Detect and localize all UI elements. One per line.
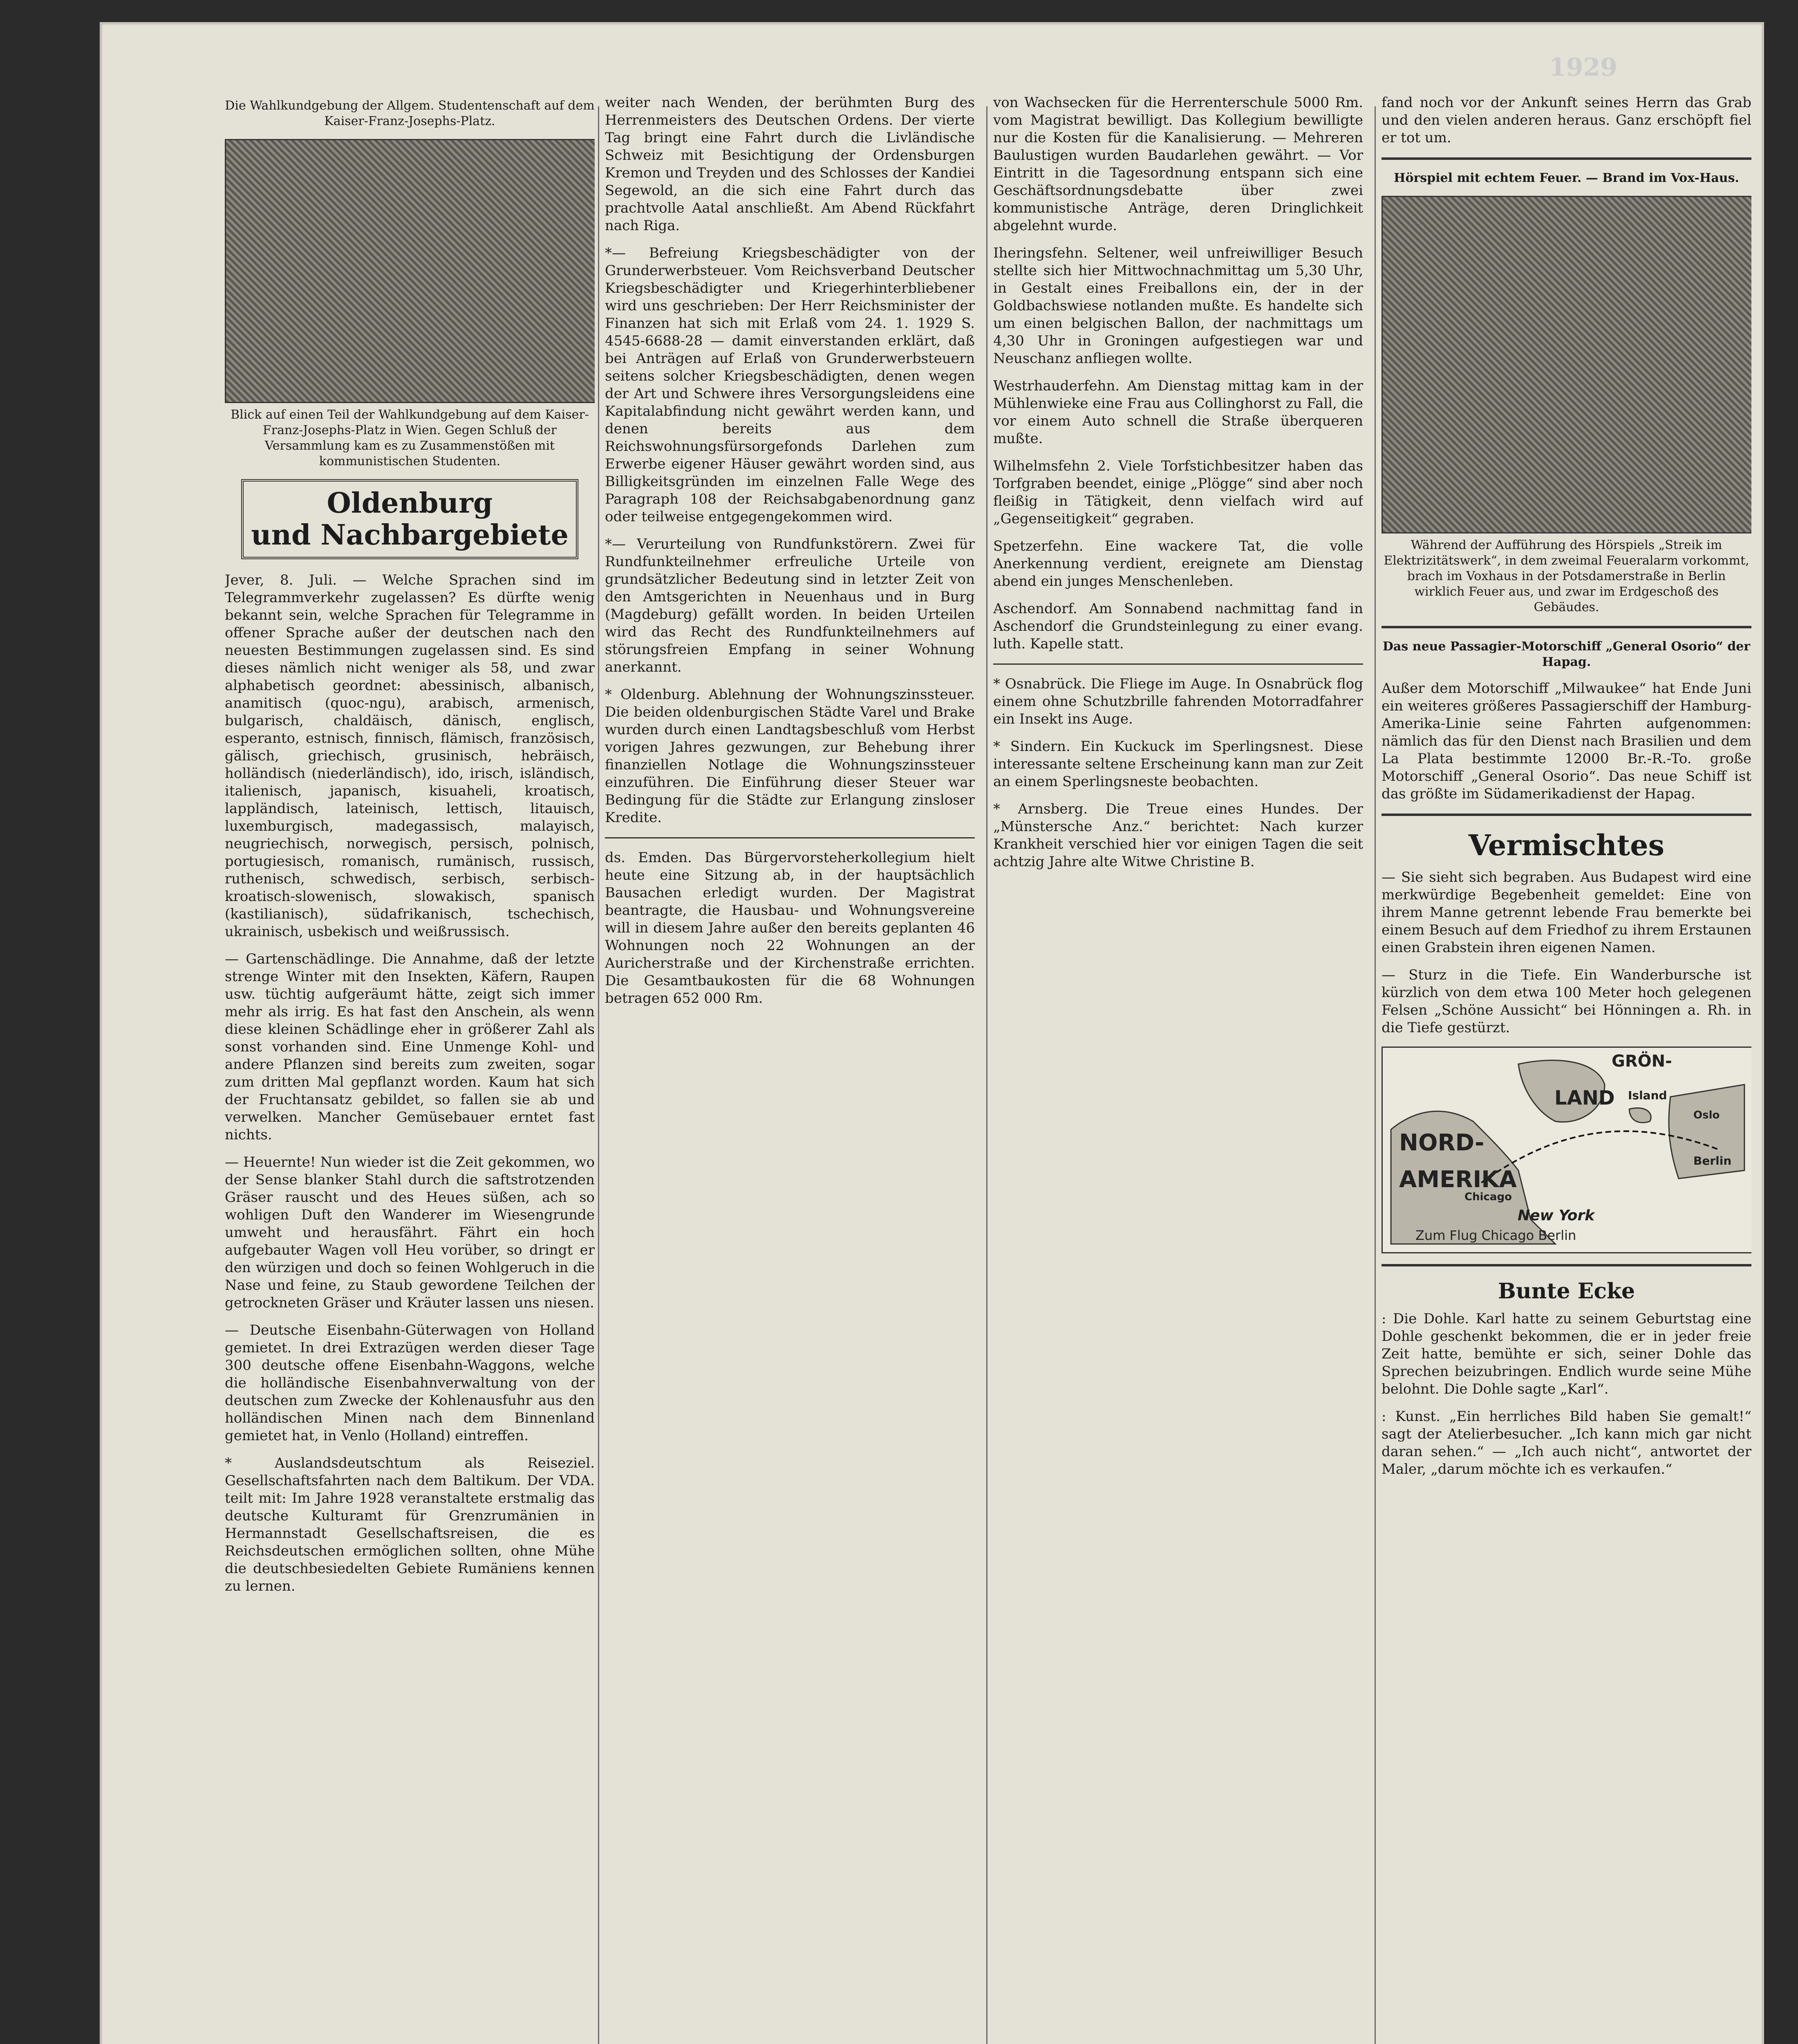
map-label-america: AMERIKA <box>1399 1166 1517 1193</box>
map-label-iceland: Island <box>1628 1089 1667 1102</box>
article-dog-continued: fand noch vor der Ankunft seines Herrn das Grab und den vielen anderen heraus. Ganz erschöpft fiel er tot um. <box>1382 94 1751 146</box>
article-osnabrueck: * Osnabrück. Die Fliege im Auge. In Osnabrück flog einem ohne Schutzbrille fahrenden Motorradfahrer ein Insekt ins Auge. <box>993 676 1363 727</box>
photo-caption-top: Die Wahlkundgebung der Allgem. Studentenschaft auf dem Kaiser-Franz-Josephs-Platz. <box>225 99 595 128</box>
photo-caption-bottom: Blick auf einen Teil der Wahlkundgebung auf dem Kaiser-Franz-Josephs-Platz in Wien. Gegen Schluß der Versammlung kam es zu Zusammenstößen mit kommunistischen Studenten. <box>231 408 589 468</box>
column-3 <box>993 94 1363 2044</box>
article-art-joke: : Kunst. „Ein herrliches Bild haben Sie gemalt!“ sagt der Atelierbesucher. „Ich kann mich gar nicht daran sehen.“ — „Ich auch nicht“, antwortet der Maler, „darum möchte ich es verkaufen.“ <box>1382 1408 1751 1477</box>
map-label-greenland-2: LAND <box>1554 1087 1615 1109</box>
article-oldenburg-tax: * Oldenburg. Ablehnung der Wohnungszinssteuer. Die beiden oldenburgischen Städte Varel und Brake wurden durch einen Landtagsbeschluß vom Herbst vorigen Jahres gezwungen, zur Behebung ihrer finanziellen Notlage die Wohnungszinssteuer einzuführen. Die Einführung dieser Steuer war Bedingung für die Städte zur Erlangung zinsloser Kredite. <box>605 686 975 826</box>
faded-page-marking: 1929 <box>1549 53 1617 82</box>
column-rule <box>598 106 599 2044</box>
map-label-north: NORD- <box>1399 1130 1485 1156</box>
ship-article-title: Das neue Passagier-Motorschiff „General Osorio“ der Hapag. <box>1382 639 1751 669</box>
map-caption: Zum Flug Chicago Berlin <box>1415 1228 1576 1243</box>
article-war-disabled-tax: *— Befreiung Kriegsbeschädigter von der Grunderwerbsteuer. Vom Reichsverband Deutscher Kriegsbeschädigter und Kriegerhinterbliebener wird uns geschrieben: Der Herr Reichsminister der Finanzen hat sich mit Erlaß vom 24. 1. 1929 S. 4545-6688-28 — damit einverstanden erklärt, daß bei Anträgen auf Erlaß von Grunderwerbsteuern seitens solcher Kriegsbeschädigten, denen wegen der Art und Schwere ihres Versorgungsleidens eine Kapitalabfindung nicht gewährt werden kann, und denen bereits aus dem Reichswohnungsfürsorgefonds Darlehen zum Erwerbe eigener Häuser gewährt worden sind, aus Billigkeitsgründen im einzelnen Falle Wege des Paragraph 108 der Reichsabgabenordnung ganz oder teilweise entgegengekommen wird. <box>605 245 975 525</box>
article-aschendorf: Aschendorf. Am Sonnabend nachmittag fand in Aschendorf die Grundsteinlegung zu einer evang. luth. Kapelle statt. <box>993 601 1363 652</box>
photo-vox-house-fire <box>1382 196 1751 533</box>
article-hay-harvest: — Heuernte! Nun wieder ist die Zeit gekommen, wo der Sense blanker Stahl durch die saftstrotzenden Gräser rauscht und des Heues süßen, ach so wohligen Duft den Wanderer im Wiesengrunde umweht und herausfährt. Fährt ein hoch aufgebauter Wagen voll Heu vorüber, so dringt er den würzigen und doch so feinen Wohlgeruch in die Nase und feine, zu Staub gewordene Teilchen der getrockneten Gräser und Kräuter lassen uns niesen. <box>225 1154 595 1311</box>
article-baltic-trips: * Auslandsdeutschtum als Reiseziel. Gesellschaftsfahrten nach dem Baltikum. Der VDA. teilt mit: Im Jahre 1928 veranstaltete erstmalig das deutsche Kulturamt für Grenzrumänien in Hermannstadt Gesellschaftsreisen, die es Reichsdeutschen ermöglichen sollten, ohne Mühe die deutschbesiedelten Gebiete Rumäniens kennen zu lernen. <box>225 1455 595 1594</box>
section-title-line-1: Oldenburg <box>327 487 493 520</box>
article-wilhelmsfehn: Wilhelmsfehn 2. Viele Torfstichbesitzer haben das Torfgraben beendet, einige „Plögge“ sind aber noch fleißig in Tätigkeit, denn vielfach wird auf „Gegenseitigkeit“ gegraben. <box>993 458 1363 527</box>
divider <box>1382 626 1751 628</box>
article-arnsberg: * Arnsberg. Die Treue eines Hundes. Der „Münstersche Anz.“ berichtet: Nach kurzer Krankheit verschied hier vor einigen Tagen die seit achtzig Jahre alte Witwe Christine B. <box>993 801 1363 870</box>
article-telegram-languages: Jever, 8. Juli. — Welche Sprachen sind im Telegrammverkehr zugelassen? Es dürfte wenig bekannt sein, welche Sprachen für Telegramme in offener Sprache außer der deutschen nach den neuesten Bestimmungen zugelassen sind. Es sind dieses nämlich nicht weniger als 58, und zwar alphabetisch geordnet: abessinisch, albanisch, anamitisch (quoc-ngu), arabisch, armenisch, bulgarisch, chaldäisch, dänisch, englisch, esperanto, estnisch, finnisch, flämisch, französisch, gälisch, griechisch, grusinisch, hebräisch, holländisch (niederländisch), ido, irisch, isländisch, italienisch, japanisch, kisuaheli, kroatisch, lappländisch, lateinisch, lettisch, litauisch, luxemburgisch, madegassisch, malayisch, neugriechisch, norwegisch, persisch, polnisch, portugiesisch, romanisch, rumänisch, russisch, ruthenisch, schwedisch, serbisch, serbisch-kroatisch-slowenisch, slowakisch, spanisch (kastilianisch), südafrikanisch, tschechisch, ukrainisch, usbekisch und weißrussisch. <box>225 572 595 940</box>
map-label-chicago: Chicago <box>1464 1191 1512 1203</box>
map-label-berlin: Berlin <box>1693 1154 1732 1168</box>
map-label-oslo: Oslo <box>1693 1109 1720 1121</box>
column-rule <box>986 106 987 2044</box>
flight-route-map <box>1382 1047 1751 1253</box>
section-header-oldenburg <box>241 479 578 559</box>
divider <box>1382 1264 1751 1266</box>
divider <box>1382 814 1751 816</box>
photo-rally <box>225 139 595 403</box>
section-title-line-2: und Nachbargebiete <box>251 519 569 551</box>
article-emden-continued: von Wachsecken für die Herrenterschule 5000 Rm. vom Magistrat bewilligt. Das Kollegium bewilligte nur die Kosten für die Kanalisierung. — Mehreren Baulustigen wurden Baudarlehen gewährt. — Vor Eintritt in die Tagesordnung entspann sich eine Geschäftsordnungsdebatte über zwei kommunistische Anträge, deren Dringlichkeit abgelehnt wurde. <box>993 94 1363 234</box>
photo-title-fire: Hörspiel mit echtem Feuer. — Brand im Vox-Haus. <box>1394 171 1739 185</box>
article-sindern: * Sindern. Ein Kuckuck im Sperlingsnest. Diese interessante seltene Erscheinung kann man zur Zeit an einem Sperlingsneste beobachten. <box>993 738 1363 790</box>
photo-caption-fire: Während der Aufführung des Hörspiels „Streik im Elektrizitätswerk“, in dem zweimal Feueralarm vorkommt, brach im Voxhaus in der Potsdamerstraße in Berlin wirklich Feuer aus, und zwar im Erdgeschoß des Gebäudes. <box>1384 538 1749 614</box>
column-1 <box>225 94 595 2044</box>
article-baltic-continued: weiter nach Wenden, der berühmten Burg des Herrenmeisters des Deutschen Ordens. Der vierte Tag bringt eine Fahrt durch die Livländische Schweiz mit Besichtigung der Ordensburgen Kremon und Treyden und des Schlosses der Kandiei Segewold, an die sich eine Fahrt durch das prachtvolle Aatal anschließt. Am Abend Rückfahrt nach Riga. <box>605 94 975 234</box>
article-iheringsfehn-balloon: Iheringsfehn. Seltener, weil unfreiwilliger Besuch stellte sich hier Mittwochnachmittag um 5,30 Uhr, in Gestalt eines Freiballons ein, der in der Goldbachswiese notlanden mußte. Es handelte sich um einen belgischen Ballon, der nachmittags um 4,30 Uhr in Groningen aufgestiegen war und Neuschanz anfliegen wollte. <box>993 245 1363 367</box>
article-westrhauderfehn: Westrhauderfehn. Am Dienstag mittag kam in der Mühlenwieke eine Frau aus Collinghorst zu Fall, die vor einem Auto schnell die Straße überqueren mußte. <box>993 378 1363 447</box>
column-4 <box>1382 94 1751 2044</box>
divider <box>1382 157 1751 160</box>
article-spetzerfehn: Spetzerfehn. Eine wackere Tat, die volle Anerkennung verdient, ereignete am Dienstag abend ein junges Menschenleben. <box>993 538 1363 589</box>
article-fall-into-depth: — Sturz in die Tiefe. Ein Wanderbursche ist kürzlich von dem etwa 100 Meter hoch gelegenen Felsen „Schöne Aussicht“ bei Hönningen a. Rh. in die Tiefe gestürzt. <box>1382 967 1751 1036</box>
column-rule <box>1375 106 1376 2044</box>
article-general-osorio: Außer dem Motorschiff „Milwaukee“ hat Ende Juni ein weiteres größeres Passagierschiff der Hamburg-Amerika-Linie seine Fahrten aufgenommen: nämlich das für den Dienst nach Brasilien und dem La Plata bestimmte 12000 Br.-R.-To. große Motorschiff „General Osorio“. Das neue Schiff ist das größte im Südamerikadienst der Hapag. <box>1382 680 1751 802</box>
article-radio-interference: *— Verurteilung von Rundfunkstörern. Zwei für Rundfunkteilnehmer erfreuliche Urteile von grundsätzlicher Bedeutung sind in letzter Zeit von den Amtsgerichten in Neuenhaus und in Burg (Magdeburg) gefällt worden. In beiden Urteilen wird das Recht des Rundfunkteilnehmers auf störungsfreien Empfang in seiner Wohnung anerkannt. <box>605 536 975 675</box>
article-jackdaw: : Die Dohle. Karl hatte zu seinem Geburtstag eine Dohle geschenkt bekommen, die er in jeder freie Zeit hatte, bemühte er sich, seiner Dohle das Sprechen beizubringen. Endlich wurde seine Mühe belohnt. Die Dohle sagte „Karl“. <box>1382 1311 1751 1397</box>
divider <box>605 837 975 838</box>
section-title-vermischtes: Vermischtes <box>1468 828 1665 862</box>
newspaper-page <box>102 25 1762 2044</box>
article-railway-wagons: — Deutsche Eisenbahn-Güterwagen von Holland gemietet. In drei Extrazügen werden dieser Tage 300 deutsche offene Eisenbahn-Waggons, welche die holländische Eisenbahnverwaltung von der deutschen zum Zwecke der Kohlenausfuhr aus den holländischen Minen nach dem Binnenland gemietet hat, in Venlo (Holland) eintreffen. <box>225 1322 595 1444</box>
map-label-new-york: New York <box>1518 1207 1595 1224</box>
divider <box>993 663 1363 665</box>
column-2 <box>605 94 975 2044</box>
article-sees-herself-buried: — Sie sieht sich begraben. Aus Budapest wird eine merkwürdige Begebenheit gemeldet: Eine von ihrem Manne getrennt lebende Frau bemerkte bei einem Besuch auf dem Friedhof zu ihrem Erstaunen einen Grabstein ihren eigenen Namen. <box>1382 869 1751 956</box>
article-emden: ds. Emden. Das Bürgervorsteherkollegium hielt heute eine Sitzung ab, in der hauptsächlich Bausachen erledigt wurden. Der Magistrat beantragte, die Hausbau- und Wohnungsvereine will in diesem Jahre außer den bereits geplanten 46 Wohnungen noch 22 Wohnungen an der Auricherstraße und der Kirchenstraße errichten. Die Gesamtbaukosten für die 68 Wohnungen betragen 652 000 Rm. <box>605 849 975 1006</box>
map-label-greenland-1: GRÖN- <box>1612 1052 1672 1071</box>
article-garden-pests: — Gartenschädlinge. Die Annahme, daß der letzte strenge Winter mit den Insekten, Käfern, Raupen usw. tüchtig aufgeräumt hätte, zeigt sich immer mehr als irrig. Es hat fast den Anschein, als wenn diese kleinen Schädlinge eher in größerer Zahl als sonst vorhanden sind. Eine Unmenge Kohl- und andere Pflanzen sind bereits zum zweiten, sogar zum dritten Mal gepflanzt worden. Kaum hat sich der Fruchtansatz gebildet, so fallen sie ab und verwelken. Mancher Gemüsebauer erntet fast nichts. <box>225 951 595 1143</box>
section-title-bunte-ecke: Bunte Ecke <box>1498 1279 1635 1304</box>
